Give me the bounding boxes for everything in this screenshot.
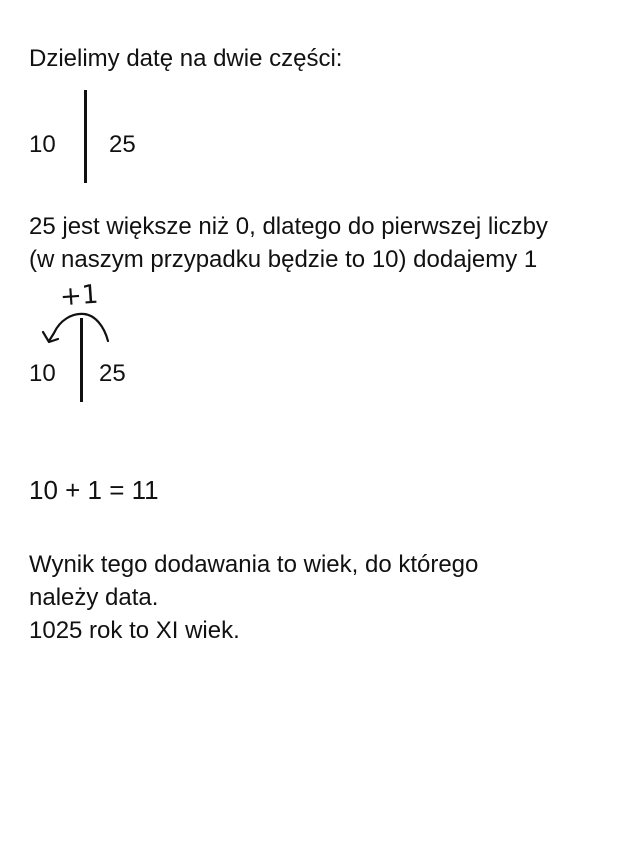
- split-1-left-number: 10: [29, 131, 56, 158]
- split-1-right-number: 25: [109, 131, 136, 158]
- split-2-left-number: 10: [29, 360, 56, 387]
- split-2-right-number: 25: [99, 360, 126, 387]
- split-2-divider: [80, 318, 83, 402]
- conclusion-line-1: Wynik tego dodawania to wiek, do którego: [29, 551, 479, 578]
- conclusion-line-2: należy data.: [29, 584, 159, 611]
- explanation-line-1: 25 jest większe niż 0, dlatego do pierwszej liczby: [29, 213, 548, 240]
- equation: [29, 474, 159, 507]
- conclusion-line-3: 1025 rok to XI wiek.: [29, 617, 240, 644]
- conclusion-text: [29, 548, 478, 647]
- intro-line: Dzielimy datę na dwie części:: [29, 45, 343, 72]
- explanation-line-2: (w naszym przypadku będzie to 10) dodajemy 1: [29, 246, 538, 273]
- handwritten-plus-one: +1: [59, 279, 100, 313]
- equation-text: 10 + 1 = 11: [29, 475, 159, 505]
